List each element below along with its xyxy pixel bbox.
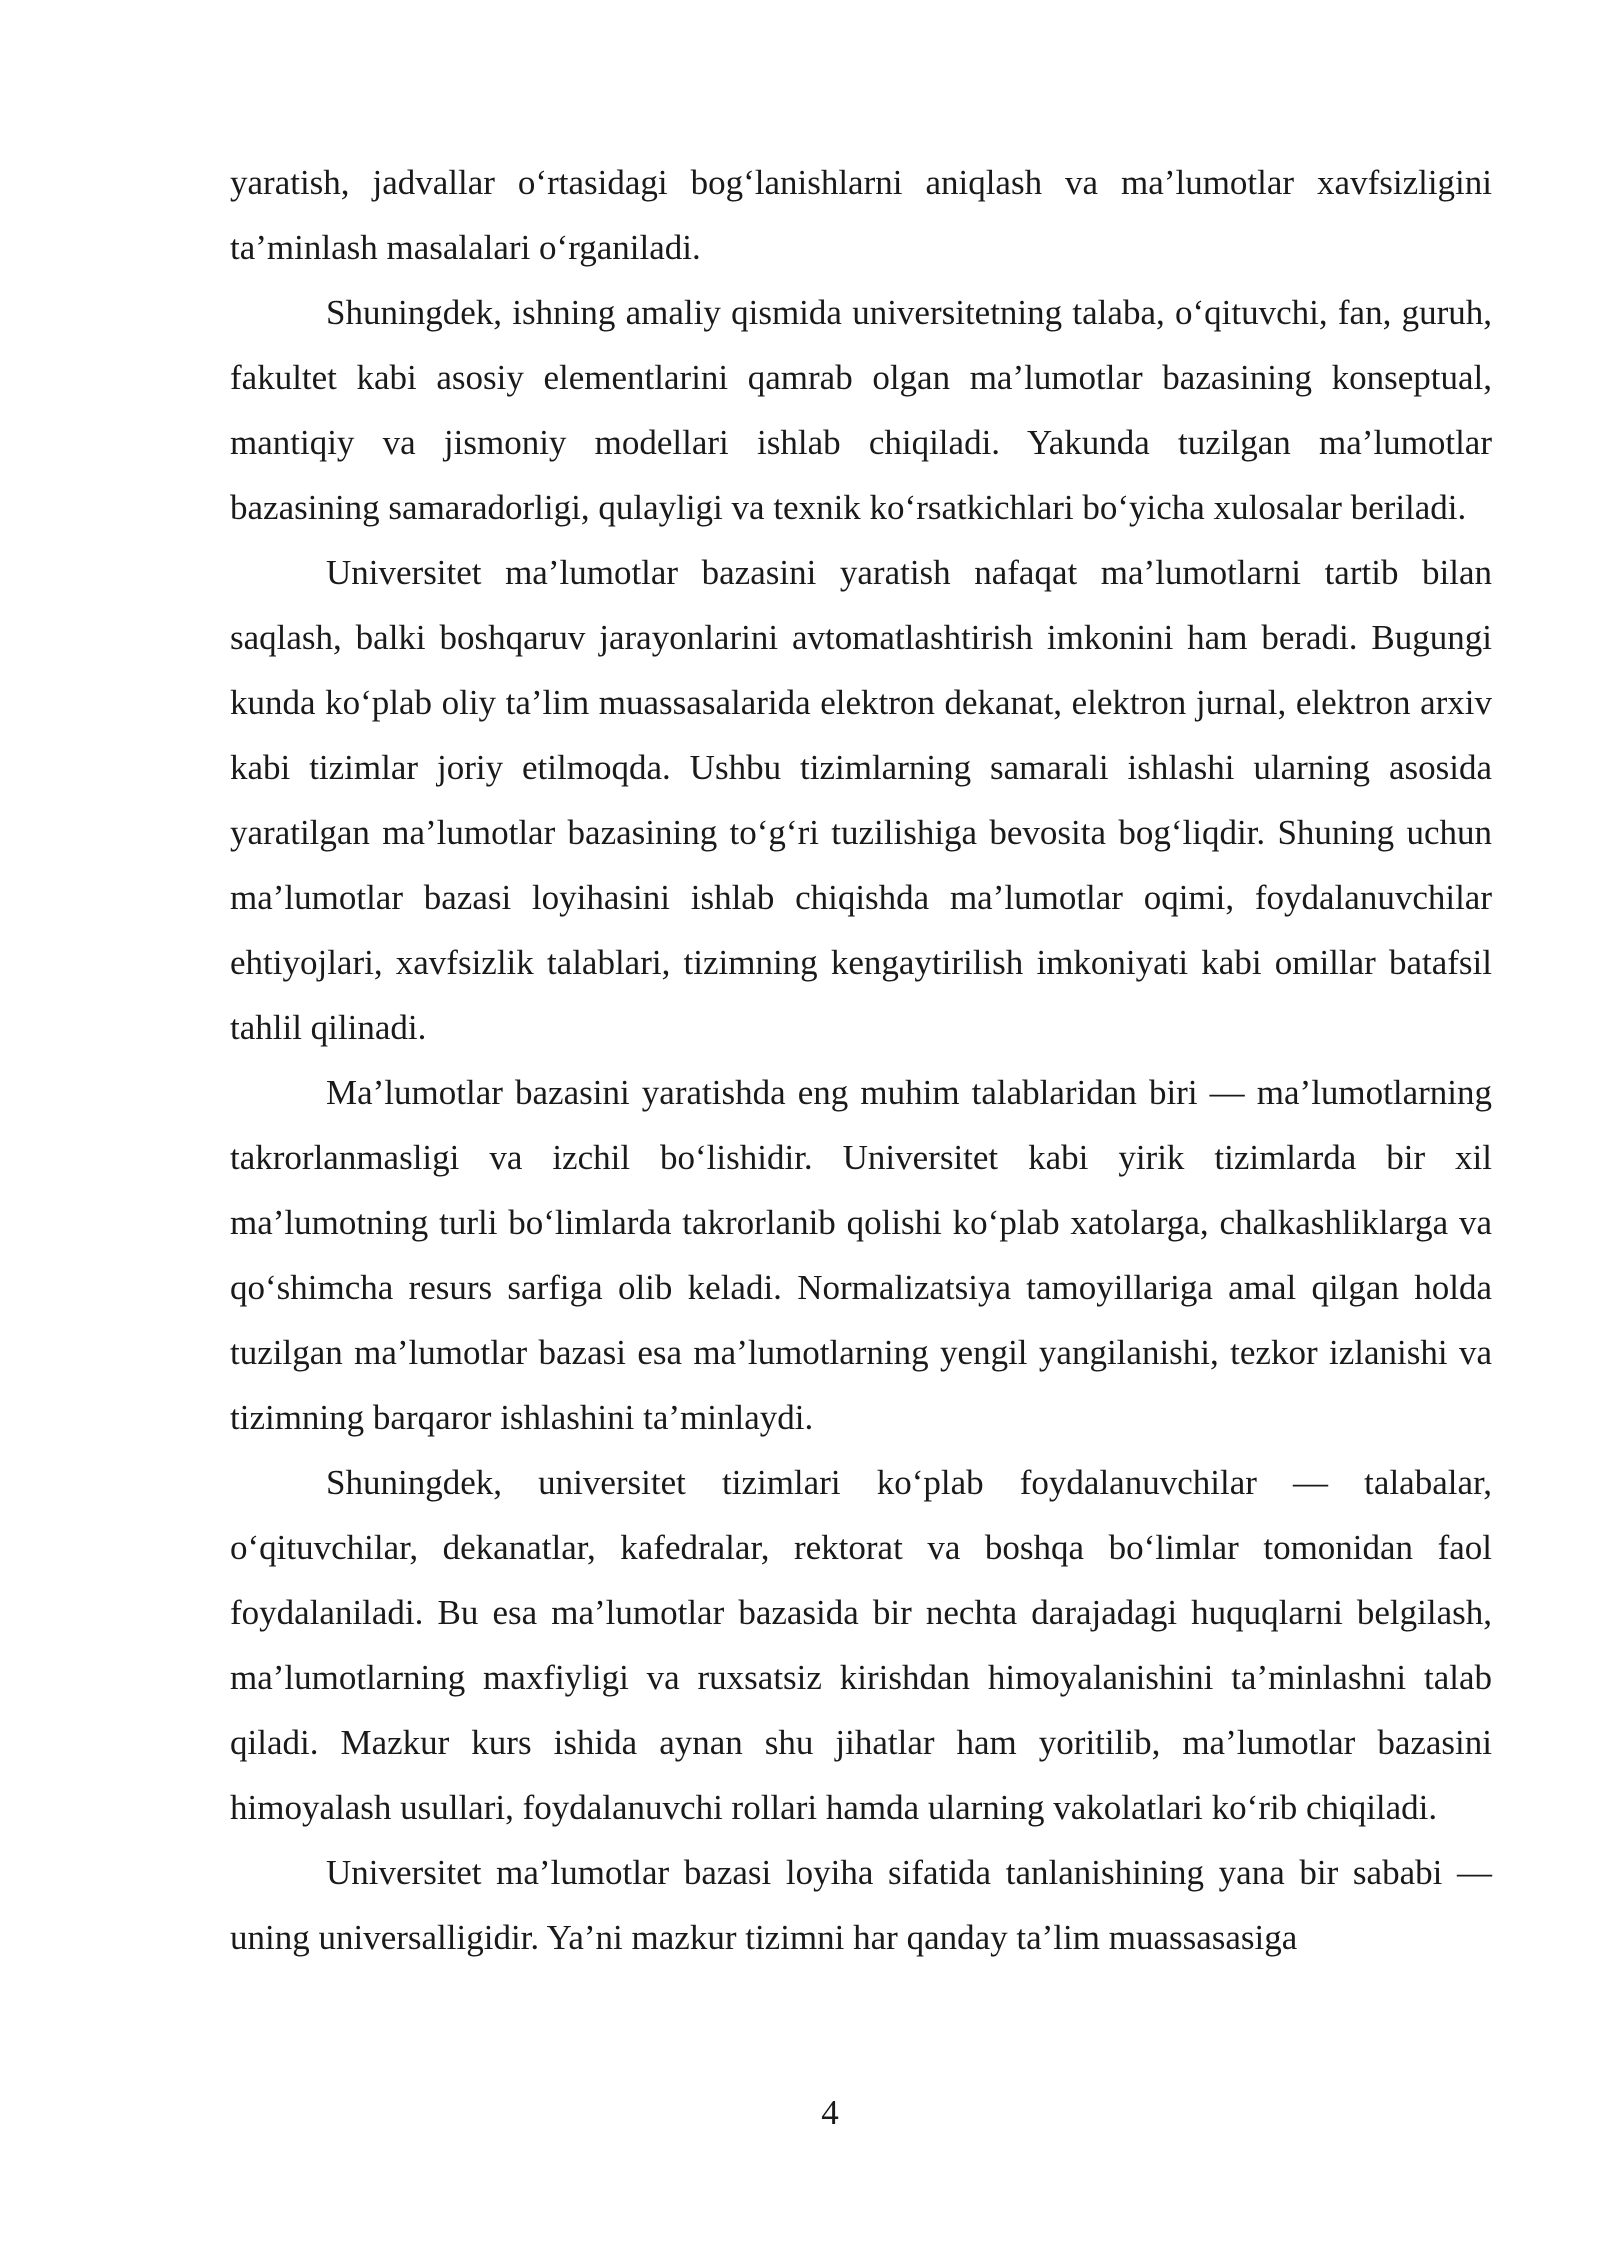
body-text <box>230 150 1492 1970</box>
paragraph: Universitet ma’lumotlar bazasini yaratish nafaqat ma’lumotlarni tartib bilan saqlash, balki boshqaruv jarayonlarini avtomatlashtirish imkonini ham beradi. Bugungi kunda ko‘plab oliy ta’lim muassasalarida elektron dekanat, elektron jurnal, elektron arxiv kabi tizimlar joriy etilmoqda. Ushbu tizimlarning samarali ishlashi ularning asosida yaratilgan ma’lumotlar bazasining to‘g‘ri tuzilishiga bevosita bog‘liqdir. Shuning uchun ma’lumotlar bazasi loyihasini ishlab chiqishda ma’lumotlar oqimi, foydalanuvchilar ehtiyojlari, xavfsizlik talablari, tizimning kengaytirilish imkoniyati kabi omillar batafsil tahlil qilinadi. <box>230 553 1492 1047</box>
paragraph: Ma’lumotlar bazasini yaratishda eng muhim talablaridan biri — ma’lumotlarning takrorlanmasligi va izchil bo‘lishidir. Universitet kabi yirik tizimlarda bir xil ma’lumotning turli bo‘limlarda takrorlanib qolishi ko‘plab xatolarga, chalkashliklarga va qo‘shimcha resurs sarfiga olib keladi. Normalizatsiya tamoyillariga amal qilgan holda tuzilgan ma’lumotlar bazasi esa ma’lumotlarning yengil yangilanishi, tezkor izlanishi va tizimning barqaror ishlashini ta’minlaydi. <box>230 1073 1492 1437</box>
page-number: 4 <box>821 2093 839 2132</box>
paragraph: Shuningdek, universitet tizimlari ko‘plab foydalanuvchilar — talabalar, o‘qituvchilar, dekanatlar, kafedralar, rektorat va boshqa bo‘limlar tomonidan faol foydalaniladi. Bu esa ma’lumotlar bazasida bir nechta darajadagi huquqlarni belgilash, ma’lumotlarning maxfiyligi va ruxsatsiz kirishdan himoyalanishini ta’minlashni talab qiladi. Mazkur kurs ishida aynan shu jihatlar ham yoritilib, ma’lumotlar bazasini himoyalash usullari, foydalanuvchi rollari hamda ularning vakolatlari ko‘rib chiqiladi. <box>230 1463 1492 1827</box>
paragraph: Universitet ma’lumotlar bazasi loyiha sifatida tanlanishining yana bir sababi — uning universalligidir. Ya’ni mazkur tizimni har qanday ta’lim muassasasiga <box>230 1853 1492 1957</box>
paragraph: Shuningdek, ishning amaliy qismida universitetning talaba, o‘qituvchi, fan, guruh, fakultet kabi asosiy elementlarini qamrab olgan ma’lumotlar bazasining konseptual, mantiqiy va jismoniy modellari ishlab chiqiladi. Yakunda tuzilgan ma’lumotlar bazasining samaradorligi, qulayligi va texnik ko‘rsatkichlari bo‘yicha xulosalar beriladi. <box>230 293 1492 527</box>
paragraph-continuation: yaratish, jadvallar o‘rtasidagi bog‘lanishlarni aniqlash va ma’lumotlar xavfsizligini ta’minlash masalalari o‘rganiladi. <box>230 163 1492 267</box>
